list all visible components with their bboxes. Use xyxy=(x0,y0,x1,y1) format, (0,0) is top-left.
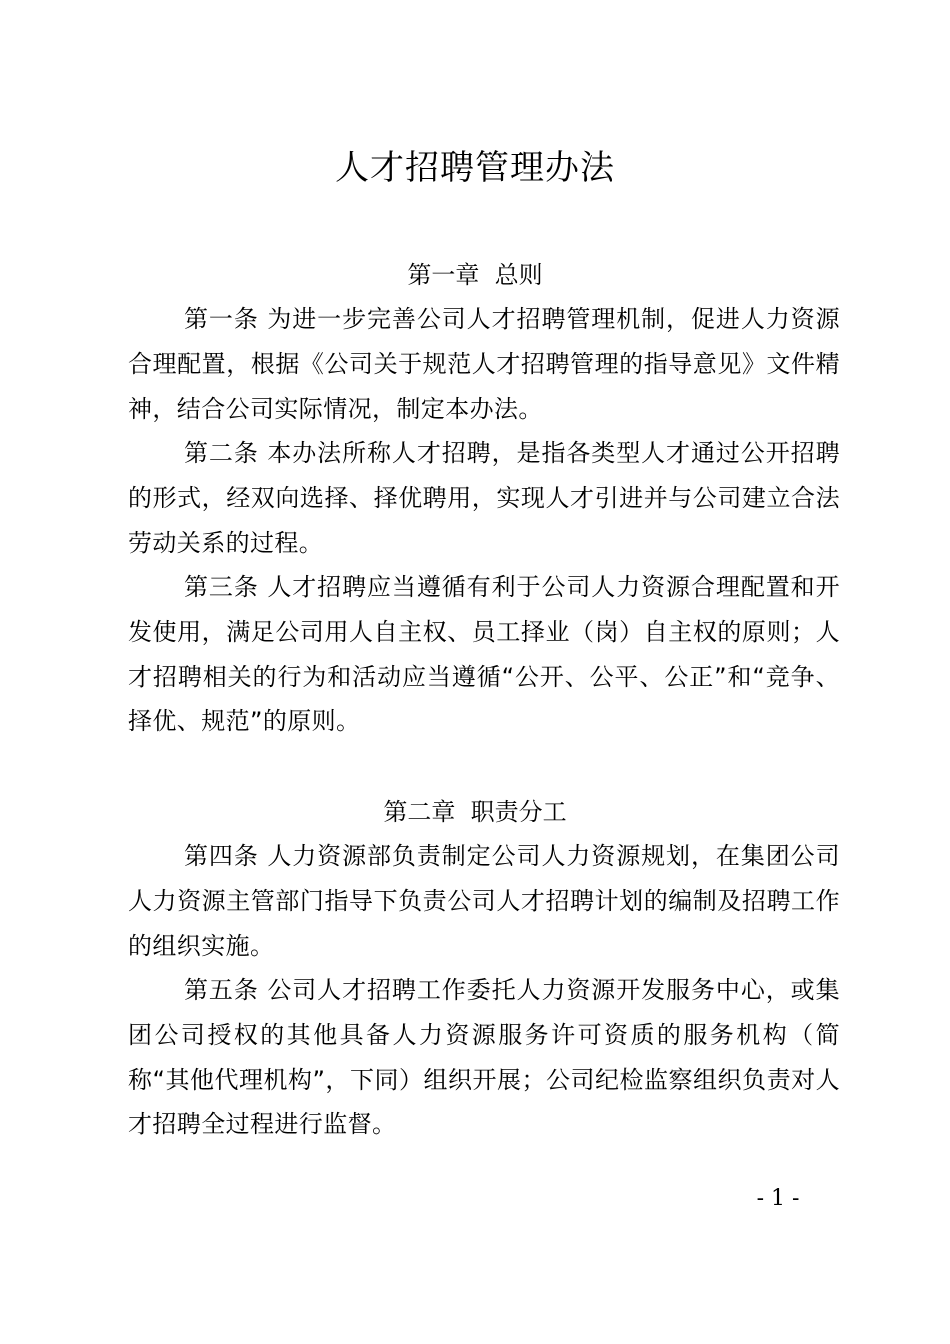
document-title: 人才招聘管理办法 xyxy=(335,148,615,188)
article-4: 第四条 人力资源部负责制定公司人力资源规划，在集团公司人力资源主管部门指导下负责公司人才招聘计划的编制及招聘工作的组织实施。 xyxy=(128,842,840,960)
chapter-heading-1: 第一章 总则 xyxy=(407,261,543,289)
article-2: 第二条 本办法所称人才招聘，是指各类型人才通过公开招聘的形式，经双向选择、择优聘用，实现人才引进并与公司建立合法劳动关系的过程。 xyxy=(128,439,840,557)
article-5: 第五条 公司人才招聘工作委托人力资源开发服务中心，或集团公司授权的其他具备人力资源服务许可资质的服务机构（简称“其他代理机构”，下同）组织开展；公司纪检监察组织负责对人才招聘全过程进行监督。 xyxy=(128,976,840,1139)
article-1: 第一条 为进一步完善公司人才招聘管理机制，促进人力资源合理配置，根据《公司关于规范人才招聘管理的指导意见》文件精神，结合公司实际情况，制定本办法。 xyxy=(128,305,840,423)
page-number: - 1 - xyxy=(756,1186,800,1211)
article-3: 第三条 人才招聘应当遵循有利于公司人力资源合理配置和开发使用，满足公司用人自主权、员工择业（岗）自主权的原则；人才招聘相关的行为和活动应当遵循“公开、公平、公正”和“竞争、择优、规范”的原则。 xyxy=(128,573,840,736)
chapter-heading-2: 第二章 职责分工 xyxy=(383,798,567,826)
